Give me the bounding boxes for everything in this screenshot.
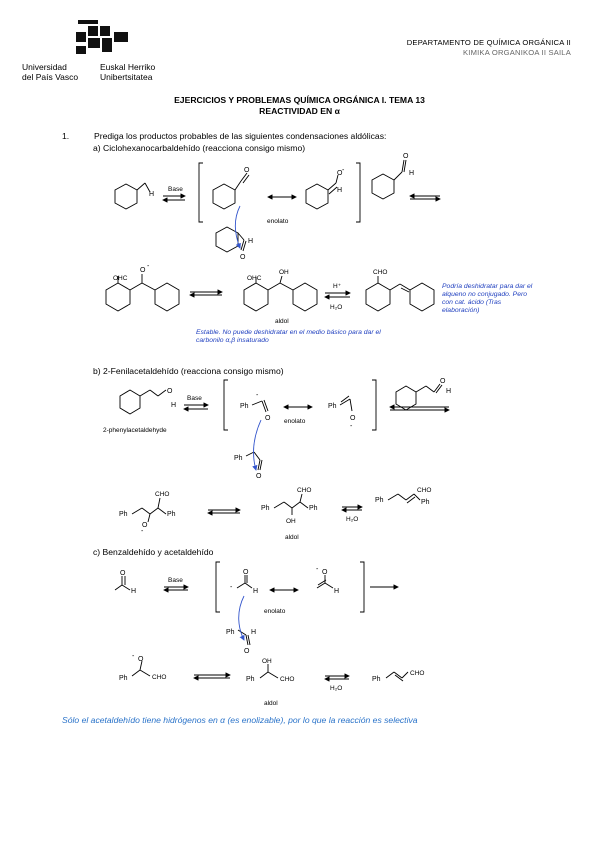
atom-label: O xyxy=(138,656,144,663)
atom-label: O xyxy=(265,415,271,422)
atom-label: Base xyxy=(168,186,183,193)
atom-label: O xyxy=(120,570,126,577)
bracket-right xyxy=(356,163,360,222)
atom-label: CHO xyxy=(297,487,312,494)
atom-label: - xyxy=(342,167,345,174)
atom-label: OHC xyxy=(247,275,262,282)
atom-label: OH xyxy=(286,518,296,525)
atom-label: CHO xyxy=(155,491,170,498)
atom-label: H₂O xyxy=(330,685,343,692)
atom-label: enolato xyxy=(267,218,289,225)
department-name-eu: KIMIKA ORGANIKOA II SAILA xyxy=(463,48,571,57)
atom-label: O xyxy=(350,415,356,422)
cyclohexanecarbaldehyde xyxy=(115,183,150,209)
atom-label: OHC xyxy=(113,275,128,282)
atom-label: H xyxy=(171,402,177,409)
atom-label: - xyxy=(141,528,144,535)
mechanism-arrow-a xyxy=(235,206,240,248)
atom-label: O xyxy=(140,267,146,274)
question-number: 1. xyxy=(62,131,70,141)
atom-label: enolato xyxy=(284,418,306,425)
atom-label: H xyxy=(251,629,257,636)
atom-label: H xyxy=(409,170,415,177)
footnote: Sólo el acetaldehído tiene hidrógenos en α (es enolizable), por lo que la reacción es selectiva xyxy=(62,715,418,725)
atom-label: Ph xyxy=(119,675,128,682)
atom-label: Ph xyxy=(246,676,255,683)
atom-label: Ph xyxy=(119,511,128,518)
atom-label: O xyxy=(142,522,148,529)
atom-label: O xyxy=(244,167,250,174)
atom-label: O xyxy=(240,254,246,261)
atom-label: O xyxy=(244,648,250,655)
bracket-left xyxy=(199,163,203,222)
atom-label: - xyxy=(132,653,135,660)
atom-label: Ph xyxy=(226,629,235,636)
atom-label: H xyxy=(149,191,155,198)
atom-label: Ph xyxy=(234,455,243,462)
atom-label: O xyxy=(256,473,262,480)
question-text: Prediga los productos probables de las siguientes condensaciones aldólicas: xyxy=(94,131,387,141)
atom-label: H xyxy=(334,588,340,595)
atom-label: - xyxy=(147,263,150,270)
atom-label: Ph xyxy=(167,511,176,518)
note-stable-aldol: Estable. No puede deshidratar en el medio básico para dar el carbonilo α,β insaturado xyxy=(196,329,381,344)
atom-label: H₂O xyxy=(346,516,359,523)
atom-label: H xyxy=(131,588,137,595)
part-a-label: a) Ciclohexanocarbaldehído (reacciona consigo mismo) xyxy=(93,143,306,153)
phenylacetaldehyde xyxy=(120,390,166,414)
atom-label: aldol xyxy=(275,318,289,325)
atom-label: OH xyxy=(262,658,272,665)
atom-label: - xyxy=(316,566,319,573)
atom-label: 2-phenylacetaldehyde xyxy=(103,427,167,434)
atom-label: CHO xyxy=(152,674,167,681)
part-b-label: b) 2-Fenilacetaldehído (reacciona consigo mismo) xyxy=(93,366,284,376)
atom-label: CHO xyxy=(410,670,425,677)
atom-label: H₂O xyxy=(330,304,343,311)
atom-label: enolato xyxy=(264,608,286,615)
atom-label: Ph xyxy=(261,505,270,512)
atom-label: Ph xyxy=(375,497,384,504)
atom-label: Ph xyxy=(240,403,249,410)
university-name-eu-line2: Unibertsitatea xyxy=(100,72,153,82)
atom-label: H xyxy=(446,388,452,395)
atom-label: OH xyxy=(279,269,289,276)
atom-label: O xyxy=(243,569,249,576)
atom-label: CHO xyxy=(373,269,388,276)
title-line2: REACTIVIDAD EN α xyxy=(259,106,340,116)
atom-label: - xyxy=(230,584,233,591)
atom-label: O xyxy=(337,170,343,177)
atom-label: H xyxy=(253,588,259,595)
part-c-label: c) Benzaldehído y acetaldehído xyxy=(93,547,214,557)
atom-label: CHO xyxy=(417,487,432,494)
atom-label: aldol xyxy=(264,700,278,707)
atom-label: Ph xyxy=(421,499,430,506)
department-name-es: DEPARTAMENTO DE QUÍMICA ORGÁNICA II xyxy=(406,38,571,47)
university-name-es-line2: del País Vasco xyxy=(22,72,79,82)
university-name-eu-line1: Euskal Herriko xyxy=(100,62,156,72)
atom-label: H xyxy=(337,187,343,194)
university-name-es-line1: Universidad xyxy=(22,62,67,72)
atom-label: O xyxy=(322,569,328,576)
atom-label: CHO xyxy=(280,676,295,683)
atom-label: O xyxy=(403,153,409,160)
atom-label: O xyxy=(440,378,446,385)
atom-label: - xyxy=(256,392,259,399)
atom-label: Ph xyxy=(372,676,381,683)
atom-label: Base xyxy=(168,577,183,584)
atom-label: O xyxy=(167,388,173,395)
atom-label: Ph xyxy=(309,505,318,512)
note-dehydration: Podría deshidratar para dar el alqueno no conjugado. Pero con cat. ácido (Tras elaboración) xyxy=(442,283,533,314)
atom-label: aldol xyxy=(285,534,299,541)
atom-label: H xyxy=(248,238,254,245)
atom-label: H⁺ xyxy=(333,283,342,290)
title-line1: EJERCICIOS Y PROBLEMAS QUÍMICA ORGÁNICA I. TEMA 13 xyxy=(174,95,425,105)
atom-label: - xyxy=(350,423,353,430)
atom-label: Ph xyxy=(328,403,337,410)
atom-label: Base xyxy=(187,395,202,402)
